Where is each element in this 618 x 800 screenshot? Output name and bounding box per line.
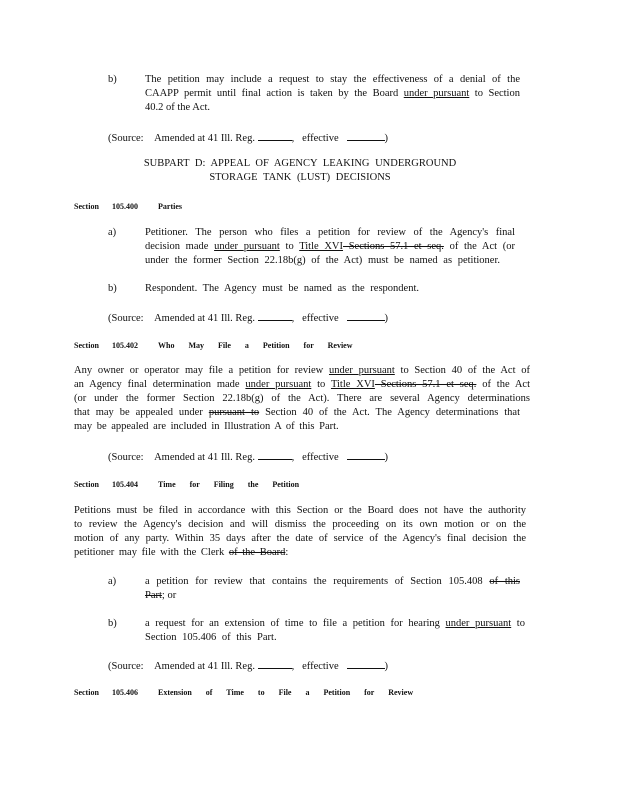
item-404-a-line1: a petition for review that contains the requirements of Section 105.408 of this: [145, 576, 520, 587]
section-heading-105-402: Section 105.402 Who May File a Petition for Review: [74, 341, 353, 350]
para-402-line5: may be appealed are included in Illustration A of this Part.: [74, 421, 339, 432]
item-404-a-line2: Part; or: [145, 590, 177, 601]
para-402-line3: (or under the former Section 22.18b(g) of the Act). There are several Agency determinations: [74, 393, 530, 404]
item-b-line1: The petition may include a request to stay the effectiveness of a denial of the: [145, 74, 520, 85]
para-404-line1: Petitions must be filed in accordance with this Section or the Board does not have the authority: [74, 505, 526, 516]
item-label: b): [108, 283, 117, 294]
para-404-line3: motion of any party. Within 35 days after the date of service of the Agency's final decision the: [74, 533, 526, 544]
para-404-line4: petitioner may file with the Clerk of the Board:: [74, 547, 289, 558]
source-note: (Source: Amended at 41 Ill. Reg. , effective ): [108, 130, 388, 146]
deleted-text: under: [403, 88, 434, 99]
parties-a-line1: Petitioner. The person who files a petition for review of the Agency's final: [145, 227, 515, 238]
item-404-b-line1: a request for an extension of time to file a petition for hearing under pursuant to: [145, 618, 525, 629]
item-label: b): [108, 74, 117, 85]
item-label: b): [108, 618, 117, 629]
parties-a-line3: under the former Section 22.18b(g) of the Act) must be named as petitioner.: [145, 255, 500, 266]
item-label: a): [108, 227, 117, 238]
item-b-line2: CAAPP permit until final action is taken by the Board under pursuant to Section: [145, 88, 520, 99]
inserted-text: pursuant: [433, 88, 470, 99]
item-b-line3: 40.2 of the Act.: [145, 102, 211, 113]
para-404-line2: to review the Agency's decision and will dismiss the proceeding on its own motion or on the: [74, 519, 526, 530]
section-heading-105-400: Section 105.400 Parties: [74, 202, 182, 211]
section-heading-105-406: Section 105.406 Extension of Time to File a Petition for Review: [74, 688, 414, 697]
source-note: (Source: Amended at 41 Ill. Reg. , effective ): [108, 449, 388, 465]
source-note: (Source: Amended at 41 Ill. Reg. , effective ): [108, 310, 388, 326]
parties-b-line1: Respondent. The Agency must be named as the respondent.: [145, 283, 420, 294]
source-note: (Source: Amended at 41 Ill. Reg. , effective ): [108, 658, 388, 674]
item-label: a): [108, 576, 117, 587]
parties-a-line2: decision made under pursuant to Title XVI Sections 57.1 et seq. of the Act (or: [145, 241, 516, 252]
para-402-line2: an Agency final determination made under pursuant to Title XVI Sections 57.1 et seq. of the Act: [74, 379, 531, 390]
para-402-line1: Any owner or operator may file a petition for review under pursuant to Section 40 of the Act of: [74, 365, 530, 376]
subpart-heading: SUBPART D: APPEAL OF AGENCY LEAKING UNDERGROUND STORAGE TANK (LUST) DECISIONS: [143, 158, 457, 183]
para-402-line4: that may be appealed under pursuant to Section 40 of the Act. The Agency determinations that: [74, 407, 521, 418]
section-heading-105-404: Section 105.404 Time for Filing the Petition: [74, 480, 300, 489]
item-404-b-line2: Section 105.406 of this Part.: [145, 632, 277, 643]
